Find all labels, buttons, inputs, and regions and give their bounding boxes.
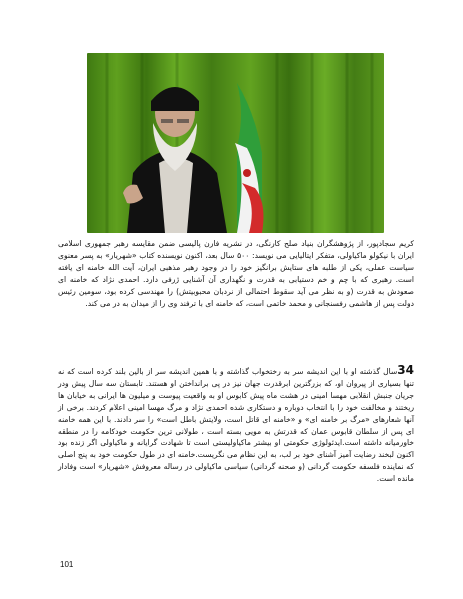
photo	[87, 53, 384, 233]
speaker-photo	[87, 53, 384, 233]
paragraph-1: کریم سجادپور، از پژوهشگران بنیاد صلح کارنگی، در نشریه فارن پالیسی ضمن مقایسه رهبر جمهوری اسلامی ایران با نیکولو ماکیاولی، متفکر ایتالیایی می نویسد: ۵۰۰ سال بعد، اکنون نویسنده کتاب «شهریار» به پسر معنوی سیاست عملی، یکی از طلبه های ستایش برانگیز خود را در وجود رهبر مذهبی ایران، آیت الله خامنه ای یافته است. رهبری که با چم و خم دستیابی به قدرت و نگهداری آن آشنایی ژرفی دارد. احمدی نژاد که خامنه ای صعودش به قدرت (و به نظر می آید سقوط احتمالی از نردبان محبوبیتش) را مهندسی کرده بود، سومین رئیس دولت پس از هاشمی رفسنجانی و محمد خاتمی است، که خامنه ای با ترفند وی را از میدان به در می کند.	[58, 239, 414, 308]
paragraph-2-lead-number: 34	[397, 363, 414, 377]
paragraph-2-body: سال گذشته او با این اندیشه سر به رختخواب گذاشته و با همین اندیشه سر از بالین بلند کرده است که نه تنها بسیاری از پیروان او، که بزرگترین ابرقدرت جهان نیز در پی برانداختن او هستند. تابستان سه سال پیش ودر جریان جنبش انقلابی مهسا امینی در هشت ماه پیش کابوس او به واقعیت پیوست و میلیون ها ایرانی به خیابان ها ریختند و مخالفت خود را با انتخاب دوباره و دستکاری شده احمدی نژاد و مرگ مهسا امینی اعلام کردند. برخی از آنها شعارهای «مرگ بر خامنه ای» و «خامنه ای قاتل است، ولایتش باطل است» را سر دادند. با این همه خامنه ای پس از سلطان قابوس عمان که قدرتش به مویی بسته است ، طولانی ترین حکومت خودکامه را در منطقه خاورمیانه داشته است.ایدئولوژی حکومتی او بیشتر ماکیاولیستی است تا شهادت گرایانه و ماکیاولی اگر زنده بود اکنون لبخند رضایت آمیز آشنای خود بر لب، به این نظام می نگریست.خامنه ای در طول حکومت خود به پنج اصلی که نماینده فلسفه حکومت گردانی (و صحنه گردانی) سیاسی ماکیاولی در رساله معروفش «شهریار» است وفادار مانده است.	[58, 367, 414, 484]
paragraph-2	[58, 365, 414, 485]
page-number: 101	[60, 560, 74, 569]
